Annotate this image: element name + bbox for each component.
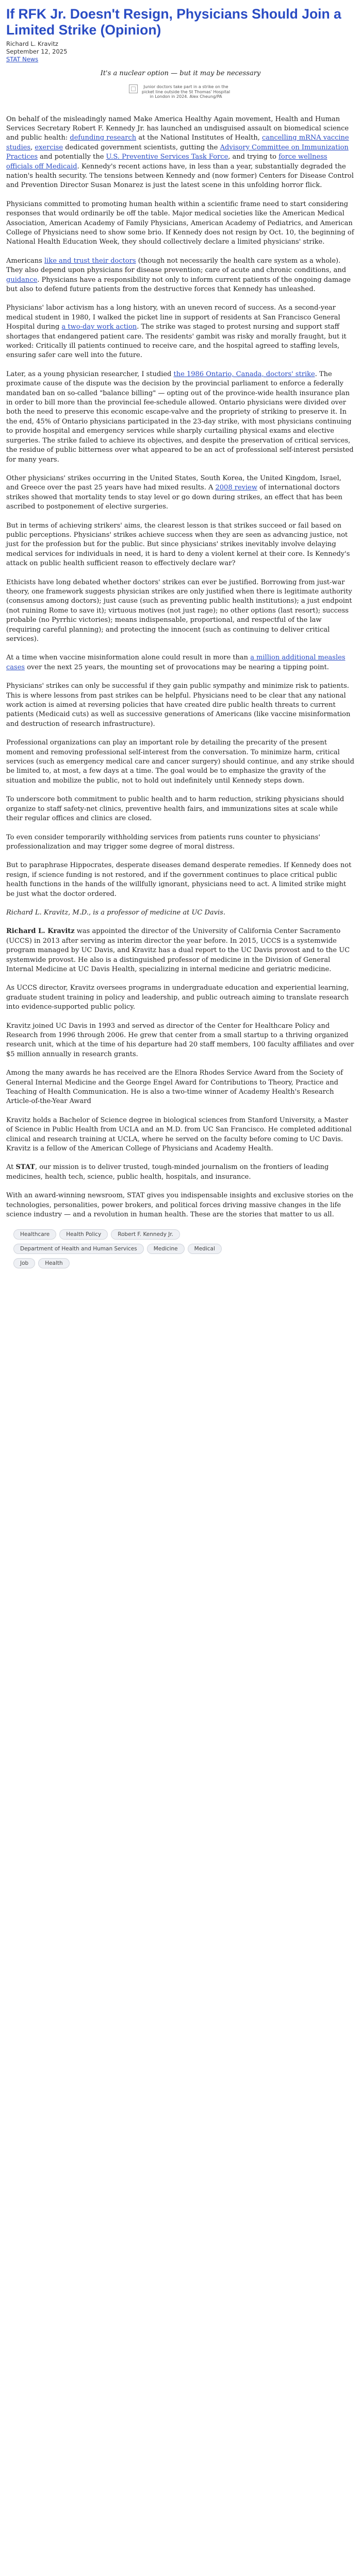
inline-link[interactable]: defunding research (70, 134, 137, 142)
body-paragraph (6, 257, 355, 295)
topic-tag[interactable]: Department of Health and Human Services (13, 1244, 144, 1254)
topic-tag[interactable]: Medical (188, 1244, 222, 1254)
inline-link[interactable]: a distinguished professor of medicine (113, 956, 241, 964)
text-run: Physicians committed to promoting human health within a scientific frame need to start considering responses that would ordinarily be off the table. Major medical societies like the American Medical Association, American Academy of Family Physicians, American Academy of Pediatrics, and American College of Physicians need to show some brio. If Kennedy does not resign by Oct. 10, the beginning of National Health Education Week, they should collectively declare a limited physicians' strike. (6, 200, 354, 246)
text-run: But to paraphrase Hippocrates, desperate diseases demand desperate remedies. If Kennedy does not resign, if science funding is not restored, and if the government continues to place critical public health functions in the hands of the willfully ignorant, physicians need to act. A limited strike might be just what the doctor ordered. (6, 861, 352, 898)
text-run: at the National Institutes of Health, (136, 134, 262, 142)
pull-quote: It's a nuclear option — but it may be necessary (100, 70, 261, 77)
text-run: Physicians' strikes can only be successful if they gain public sympathy and minimize risk to patients. This is where lessons from past strikes can be helpful. Physicians need to be clear that any national work action is aimed at reversing policies that have created dire public health threats to current patients (Medicaid cuts) as well as successive generations of Americans (like vaccine misinformation and destruction of research infrastructure). (6, 682, 351, 728)
body-paragraph (6, 682, 355, 729)
text-run: of international doctors strikes showed that mortality tends to stay level or go down during strikes, an effect that has been ascribed to postponement of elective surgeries. (6, 484, 342, 511)
bio-paragraph (6, 1191, 355, 1219)
topic-tag[interactable]: Health Policy (59, 1229, 108, 1240)
inline-link[interactable]: exercise (35, 143, 63, 151)
body-paragraph (6, 115, 355, 191)
text-run: , (30, 143, 35, 151)
publish-date: September 12, 2025 (6, 48, 68, 55)
text-run: . Kennedy's recent actions have, in less than a year, substantially degraded the nation's health security. The tensions between Kennedy and (now former) Centers for Disease Control and Prevention Director Susan Monarez is just the latest scene in this unfolding horror flick. (6, 162, 354, 190)
text-run: dedicated government scientists, gutting the (63, 143, 220, 151)
inline-link[interactable]: a million additional measles cases (6, 654, 346, 671)
body-paragraph (6, 200, 355, 247)
text-run: As UCCS director, Kravitz oversees programs in undergraduate education and experiential learning, graduate student training in policy and leadership, and public outreach aiming to translate research into evidence-supported public policy. (6, 984, 349, 1011)
inline-link[interactable]: a two-day work action (61, 323, 137, 331)
bio-paragraph (6, 927, 355, 974)
inline-link[interactable]: guidance (6, 276, 38, 284)
bio-paragraph (6, 1163, 355, 1182)
inline-link[interactable]: Richard L. Kravitz (6, 927, 75, 936)
body-paragraph (6, 578, 355, 645)
text-run: To underscore both commitment to public health and to harm reduction, striking physicians should organize to staff safety-net clinics, preventive health fairs, and immunizations sites at scale while their regular offices and clinics are closed. (6, 795, 344, 823)
topic-tag[interactable]: Healthcare (13, 1229, 56, 1240)
text-run: . The proximate cause of the dispute was the decision by the provincial parliament to enforce a federally mandated ban on so-called "balance billing" — opting out of the province-wide health insurance plan in order to bill more than the provincial fee-schedule allowed. Ontario physicians were divided over both the need to preserve this economic escape-valve and the propriety of striking to preserve it. In the end, 45% of Ontario physicians participated in the 23-day strike, with most physicians continuing to provide hospital and emergency services while sharply curtailing physical exams and elective surgeries. The strike failed to achieve its objectives, and despite the preservation of critical services, the residue of public bitterness over what appeared to be an act of professional self-interest persisted for many years. (6, 370, 354, 464)
text-run: With an award-winning newsroom, STAT gives you indispensable insights and exclusive stories on the technologies, personalities, power brokers, and political forces driving massive changes in the life science industry — and a revolution in human health. These are the stories that matter to us all. (6, 1192, 354, 1219)
inline-link[interactable]: 2008 review (215, 484, 257, 492)
text-run: in the Division of General Internal Medicine at UC Davis Health, specializing in internal medicine and geriatric medicine. (6, 956, 332, 973)
text-run: Ethicists have long debated whether doctors' strikes can ever be justified. Borrowing from just-war theory, one framework suggests physician strikes are only justified when there is legitimate authority (consensus among doctors); just cause (such as preventing public health institutions); a just endpoint (not ruining Rome to save it); virtuous motives (not just rage); no other options (last resort); success probable (no Pyrrhic victories); means indispensable, proportional, and respectful of the law (requiring careful planning); and protecting the innocent (such as continuing to deliver critical services). (6, 578, 352, 643)
inline-link[interactable]: force wellness officials off Medicaid (6, 153, 327, 171)
topic-tag[interactable]: Robert F. Kennedy Jr. (111, 1229, 180, 1240)
inline-link[interactable]: U.S. Preventive Services Task Force (106, 153, 228, 161)
article-body (6, 115, 355, 899)
text-run: At a time when vaccine misinformation alone could result in more than (6, 654, 251, 662)
body-paragraph (6, 303, 355, 360)
text-run: Other physicians' strikes occurring in the United States, South Korea, the United Kingdom, Israel, and Greece over the past 25 years have had mixed results. A (6, 474, 341, 492)
author-signoff: Richard L. Kravitz, M.D., is a professor of medicine at UC Davis. (6, 908, 225, 917)
author-bio (6, 927, 355, 1219)
text-run: , our mission is to deliver trusted, tough-minded journalism on the frontiers of leading medicines, health tech, science, public health, hospitals, and insurance. (6, 1163, 329, 1181)
text-run: Americans (6, 257, 44, 265)
topic-tag[interactable]: Job (13, 1258, 35, 1268)
body-paragraph (6, 861, 355, 899)
text-run: Kravitz holds a Bachelor of Science degree in biological sciences from Stanford University, a Master of Science in Public Health from UCLA and an M.D. from UC San Francisco. He completed additional clinical and research training at UCLA, where he served on the faculty before coming to UC Davis. Kravitz is a fellow of the American College of Physicians and Academy Health. (6, 1116, 352, 1153)
inline-link[interactable]: cancelling mRNA vaccine (262, 134, 349, 142)
text-run: But in terms of achieving strikers' aims, the clearest lesson is that strikes succeed or fail based on public perceptions. Physicians' strikes achieve success when they are seen as advancing justice, not just for the profession but for the public. But since physicians' strikes inevitably involve delaying medical services for individuals in need, it is hard to deny a violent kernel at their core. Is Kennedy's attack on public health sufficient reason to effectively declare war? (6, 521, 350, 568)
text-run: To even consider temporarily withholding services from patients runs counter to physicians' professionalization and may trigger some degree of moral distress. (6, 833, 320, 851)
text-run: Physicians' labor activism has a long history, with an uneven record of success. As a second-year medical student in 1980, I walked the picket line in support of residents at San Francisco General Hospital during (6, 304, 340, 331)
inline-link[interactable]: Advisory Committee on Immunization Practices (6, 143, 349, 161)
body-paragraph (6, 370, 355, 465)
inline-link[interactable]: like and trust their doctors (44, 257, 136, 265)
text-run: Professional organizations can play an important role by detailing the precarity of the present moment and removing professional self-interest from the conversation. To minimize harm, critical services (such as emergency medical care and cancer surgery) should continue, and any strike should be limited to, at most, a few days at a time. The goal would be to emphasize the gravity of the situation and mobilize the public, not to hold out indefinitely until Kennedy steps down. (6, 739, 354, 785)
bio-paragraph (6, 1022, 355, 1060)
inline-link[interactable]: the 1986 Ontario, Canada, doctors' strike (173, 370, 315, 378)
article (6, 6, 355, 1268)
body-paragraph (6, 474, 355, 512)
text-run: over the next 25 years, the mounting set of provocations may be nearing a tipping point. (25, 663, 329, 671)
text-run: At (6, 1163, 16, 1172)
text-run: . Physicians have a responsibility not only to inform current patients of the ongoing damage but also to defend future patients from the destructive forces that Kennedy has unleashed. (6, 276, 351, 293)
text-run: Among the many awards he has received are the Elnora Rhodes Service Award from the Society of General Internal Medicine and the George Engel Award for Contributions to Theory, Practice and Teaching of Health Communication. He is also a two-time winner of Academy Health's Research Article-of-the-Year Award (6, 1069, 343, 1106)
bio-paragraph (6, 984, 355, 1012)
text-run: and potentially the (38, 153, 106, 161)
broken-image-icon (129, 84, 138, 93)
article-title[interactable]: If RFK Jr. Doesn't Resign, Physicians Should Join a Limited Strike (Opinion) (6, 6, 341, 38)
tag-list (13, 1229, 230, 1268)
hero-figure (6, 84, 355, 99)
bio-paragraph (6, 1116, 355, 1154)
text-run: was appointed the director of the University of California Center Sacramento (UCCS) in 2013 after serving as interim director the year before. In 2015, UCCS is a systemwide program managed by UC Davis, and Kravitz has a dual report to the UC Davis provost and to the UC systemwide provost. He also is (6, 927, 350, 964)
body-paragraph (6, 653, 355, 672)
body-paragraph (6, 521, 355, 569)
text-run: STAT (15, 1163, 35, 1172)
bio-paragraph (6, 1069, 355, 1107)
text-run: (though not necessarily the health care system as a whole). They also depend upon physicians for disease prevention; care of acute and chronic conditions, and (6, 257, 347, 275)
topic-tag[interactable]: Medicine (147, 1244, 185, 1254)
body-paragraph (6, 833, 355, 852)
text-run: . The strike was staged to protest nursing and support staff shortages that endangered patient care. The residents' gambit was risky and morally fraught, but it worked: Critically ill patients continued to receive care, and the hospital agreed to staffing levels, ensuring safer care well into the future. (6, 323, 347, 360)
text-run: , and trying to (228, 153, 279, 161)
source-link[interactable]: STAT News (6, 56, 39, 63)
text-run: Kravitz joined UC Davis in 1993 and served as director of the Center for Healthcare Policy and Research from 1996 through 2006. He grew that center from a small startup to a thriving organized research unit, which at the time of his departure had 20 staff members, 100 faculty affiliates and over $5 million annually in research grants. (6, 1022, 354, 1058)
body-paragraph (6, 795, 355, 823)
body-paragraph (6, 738, 355, 786)
author: Richard L. Kravitz (6, 40, 58, 47)
text-run: Later, as a young physician researcher, I studied (6, 370, 174, 378)
topic-tag[interactable]: Health (38, 1258, 69, 1268)
figure-caption: Junior doctors take part in a strike on the picket line outside the St Thomas' Hospital in London in 2024. Alex Cheung/PA (141, 84, 231, 99)
inline-link[interactable]: studies (6, 143, 31, 151)
article-meta (6, 40, 355, 63)
text-run: On behalf of the misleadingly named Make America Healthy Again movement, Health and Human Services Secretary Robert F. Kennedy Jr. has launched an undisguised assault on biomedical science and public health: (6, 115, 349, 142)
